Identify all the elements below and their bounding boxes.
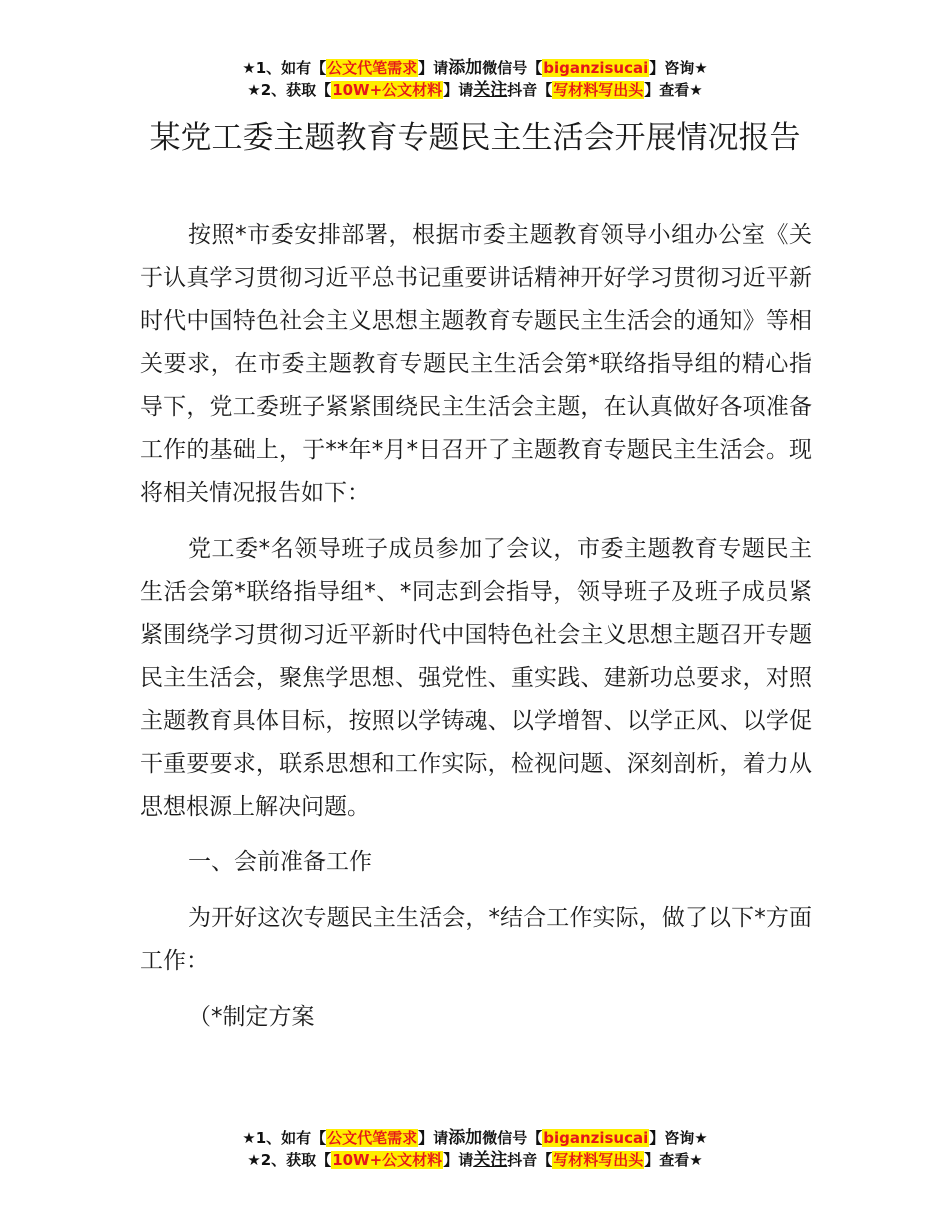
banner-text: 】请 bbox=[418, 59, 449, 77]
banner-highlight: biganzisucai bbox=[543, 59, 649, 77]
banner-line-2 bbox=[0, 79, 950, 101]
banner-line-2 bbox=[0, 1149, 950, 1171]
banner-highlight: 10W+公文材料 bbox=[332, 1151, 443, 1169]
footer-banner bbox=[0, 1127, 950, 1171]
document-body bbox=[140, 214, 812, 1039]
intro-paragraph: 按照*市委安排部署，根据市委主题教育领导小组办公室《关于认真学习贯彻习近平总书记重要讲话精神开好学习贯彻习近平新时代中国特色社会主义思想主题教育专题民主生活会的通知》等相关要求，在市委主题教育专题民主生活会第*联络指导组的精心指导下，党工委班子紧紧围绕民主生活会主题，在认真做好各项准备工作的基础上，于**年*月*日召开了主题教育专题民主生活会。现将相关情况报告如下： bbox=[140, 222, 812, 506]
banner-highlight: 写材料写出头 bbox=[553, 1151, 644, 1169]
banner-text: 】请 bbox=[443, 81, 474, 99]
banner-text: 】咨询★ bbox=[649, 59, 708, 77]
banner-text: ★1、如有【 bbox=[242, 1129, 327, 1147]
banner-text: 】请 bbox=[418, 1129, 449, 1147]
attendance-paragraph: 党工委*名领导班子成员参加了会议，市委主题教育专题民主生活会第*联络指导组*、*同志到会指导，领导班子及班子成员紧紧围绕学习贯彻习近平新时代中国特色社会主义思想主题召开专题民主生活会，聚焦学思想、强党性、重实践、建新功总要求，对照主题教育具体目标，按照以学铸魂、以学增智、以学正风、以学促干重要要求，联系思想和工作实际，检视问题、深刻剖析，着力从思想根源上解决问题。 bbox=[140, 536, 812, 820]
banner-line-1 bbox=[0, 1127, 950, 1149]
banner-text: 】请 bbox=[443, 1151, 474, 1169]
banner-line-1 bbox=[0, 57, 950, 79]
banner-emphasis: 添加 bbox=[448, 1128, 483, 1148]
banner-text: 】查看★ bbox=[644, 81, 703, 99]
banner-text: ★2、获取【 bbox=[247, 81, 332, 99]
banner-text: 】查看★ bbox=[644, 1151, 703, 1169]
banner-text: 抖音【 bbox=[507, 81, 553, 99]
section-heading: 一、会前准备工作 bbox=[188, 849, 372, 875]
header-banner bbox=[0, 57, 950, 101]
section-paragraph: 为开好这次专题民主生活会，*结合工作实际，做了以下*方面工作： bbox=[140, 905, 812, 974]
banner-text: ★1、如有【 bbox=[242, 59, 327, 77]
banner-text: 】咨询★ bbox=[649, 1129, 708, 1147]
banner-highlight: 写材料写出头 bbox=[553, 81, 644, 99]
banner-text: 微信号【 bbox=[482, 1129, 543, 1147]
banner-emphasis: 添加 bbox=[448, 58, 483, 78]
banner-emphasis: 关注 bbox=[473, 80, 508, 100]
banner-text: 抖音【 bbox=[507, 1151, 553, 1169]
banner-highlight: 10W+公文材料 bbox=[332, 81, 443, 99]
banner-text: 微信号【 bbox=[482, 59, 543, 77]
banner-text: ★2、获取【 bbox=[247, 1151, 332, 1169]
document-title: 某党工委主题教育专题民主生活会开展情况报告 bbox=[149, 120, 801, 156]
banner-highlight: biganzisucai bbox=[543, 1129, 649, 1147]
subsection-heading: （*制定方案 bbox=[188, 1004, 315, 1030]
banner-highlight: 公文代笔需求 bbox=[327, 1129, 418, 1147]
banner-highlight: 公文代笔需求 bbox=[327, 59, 418, 77]
banner-emphasis: 关注 bbox=[473, 1150, 508, 1170]
